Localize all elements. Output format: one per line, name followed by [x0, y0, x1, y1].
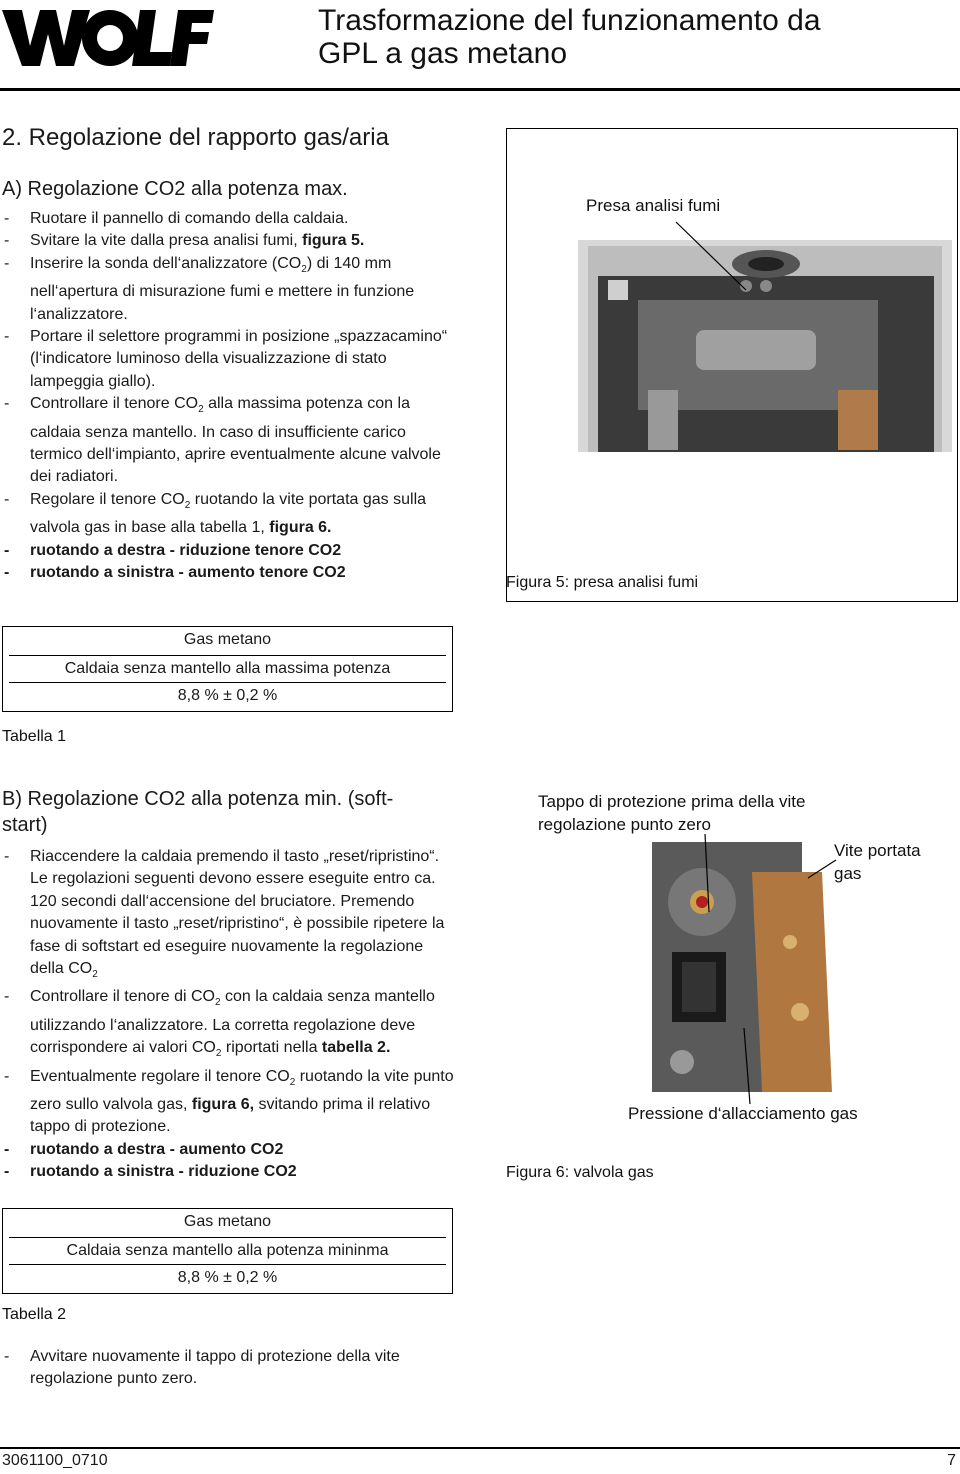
list-dash: - [4, 1348, 10, 1365]
figure-6-label-top: Tappo di protezione prima della vite regolazione punto zero [538, 792, 806, 834]
list-dash: - [4, 232, 10, 250]
list-item-text: ruotando a sinistra - riduzione CO2 [30, 1163, 297, 1181]
list-item-text: Regolare il tenore $CO_2$ ruotando la vite portata gas sulla valvola gas in base alla tabella 1, figura 6. [30, 490, 427, 537]
list-item-text: Riaccendere la caldaia premendo il tasto „reset/ripristino“. Le regolazioni seguenti devono essere eseguite entro ca. 120 secondi dall‘accensione del bruciatore. Premendo nuovamente il tasto „reset/ripristino“, è possibile ripetere la fase di softstart ed eseguire nuovamente la regolazione della $CO_2$ [30, 848, 445, 981]
table-2-value: 8,8 % ± 0,2 % [177, 1269, 278, 1286]
list-item-text: Avvitare nuovamente il tappo di protezione della vite regolazione punto zero. [30, 1348, 400, 1388]
list-dash: - [4, 1140, 10, 1158]
document-title-line1: Trasformazione del funzionamento da [318, 4, 821, 37]
footer-rule [0, 1447, 960, 1449]
list-dash: - [4, 988, 10, 1006]
list-item-text: ruotando a destra - aumento CO2 [30, 1140, 284, 1158]
list-dash: - [4, 490, 10, 508]
figure-6-label-bottom: Pressione d‘allacciamento gas [628, 1104, 858, 1123]
part-a-title: A) Regolazione CO2 alla potenza max. [2, 178, 348, 200]
list-dash: - [4, 328, 10, 346]
figure-5-caption: Figura 5: presa analisi fumi [506, 574, 699, 591]
table-1-header: Gas metano [183, 631, 272, 648]
table-1-row: Caldaia senza mantello alla massima potenza [9, 655, 446, 683]
table-1-value: 8,8 % ± 0,2 % [177, 687, 278, 704]
list-item-text: Inserire la sonda dell‘analizzatore $(CO_2)$ di 140 mm nell‘apertura di misurazione fumi e mettere in funzione l‘analizzatore. [30, 254, 415, 323]
part-b-title-line1: B) Regolazione CO2 alla potenza min. (soft- [2, 788, 394, 810]
table-2-row: Caldaia senza mantello alla potenza mininma [9, 1237, 446, 1265]
list-dash: - [4, 564, 10, 582]
document-title-line2: GPL a gas metano [318, 37, 568, 70]
table-2 [2, 1208, 453, 1294]
list-item-text: ruotando a sinistra - aumento tenore CO2 [30, 564, 346, 582]
section-title: 2. Regolazione del rapporto gas/aria [2, 124, 389, 151]
list-dash: - [4, 1163, 10, 1181]
list-item-text: Ruotare il pannello di comando della caldaia. [30, 210, 349, 227]
list-dash: - [4, 395, 10, 413]
list-item-text: Controllare il tenore $CO_2$ alla massima potenza con la caldaia senza mantello. In caso di insufficiente carico termico dell‘impianto, aprire eventualmente alcune valvole dei radiatori. [30, 395, 441, 486]
list-item [4, 1346, 454, 1391]
list-item-text: Svitare la vite dalla presa analisi fumi, figura 5. [30, 232, 365, 250]
figure-6-label-right: Vite portata gas [834, 841, 921, 883]
list-dash: - [4, 254, 10, 272]
list-dash: - [4, 210, 10, 227]
list-item-text: ruotando a destra - riduzione tenore CO2 [30, 541, 342, 559]
list-dash: - [4, 541, 10, 559]
figure-6-caption: Figura 6: valvola gas [506, 1164, 654, 1181]
table-1-caption: Tabella 1 [2, 728, 67, 745]
table-2-header: Gas metano [183, 1213, 272, 1230]
list-item-text: Controllare il tenore di $CO_2$ con la caldaia senza mantello utilizzando l‘analizzatore. La corretta regolazione deve corrispondere ai valori $CO_2$ riportati nella tabella 2. [30, 988, 435, 1060]
list-item-text: Eventualmente regolare il tenore $CO_2$ ruotando la vite punto zero sullo valvola gas, figura 6, svitando prima il relativo tappo di protezione. [30, 1067, 454, 1136]
final-list [4, 1346, 454, 1391]
list-item-text: Portare il selettore programmi in posizione „spazzacamino“ (l‘indicatore luminoso della visualizzazione di stato lampeggia giallo). [30, 328, 448, 390]
part-b-title-line2: start) [2, 814, 48, 836]
table-2-caption: Tabella 2 [2, 1306, 67, 1323]
page-number: 7 [947, 1452, 956, 1469]
list-dash: - [4, 1067, 10, 1085]
list-dash: - [4, 848, 10, 865]
figure-5-label: Presa analisi fumi [586, 196, 721, 215]
footer-doc-code: 3061100_0710 [2, 1452, 108, 1469]
